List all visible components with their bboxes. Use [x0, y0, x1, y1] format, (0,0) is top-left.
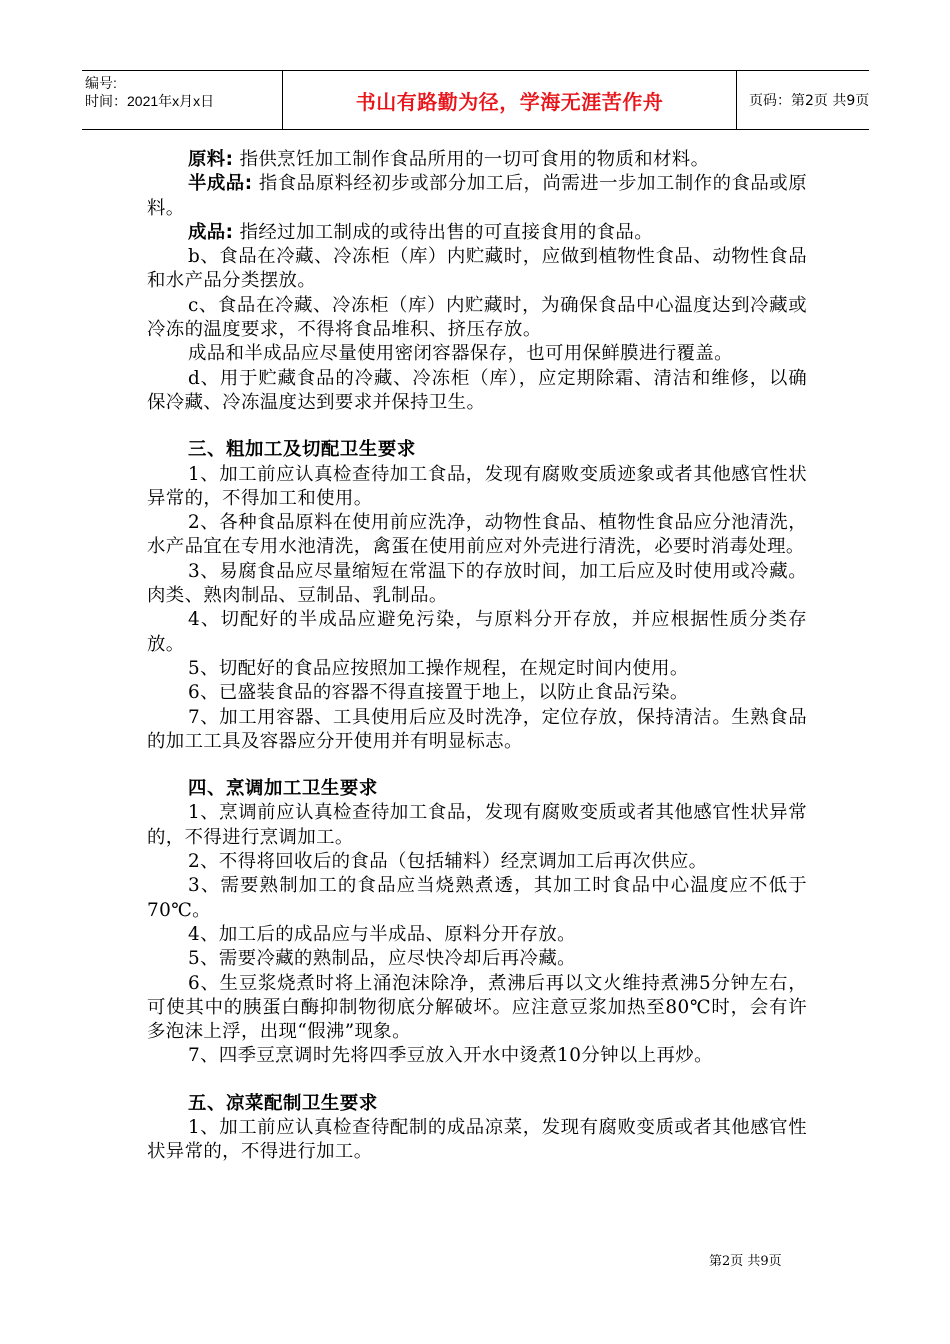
document-number-label: 编号: [85, 75, 117, 91]
document-date-label: 时间：2021年x月x日 [85, 93, 215, 109]
term: 原料: [188, 149, 234, 170]
header-motto: 书山有路勤为径，学海无涯苦作舟 [355, 89, 664, 114]
list-item: 3、易腐食品应尽量缩短在常温下的存放时间，加工后应及时使用或冷藏。肉类、熟肉制品、豆制品、乳制品。 [147, 560, 807, 607]
paragraph: b、食品在冷藏、冷冻柜（库）内贮藏时，应做到植物性食品、动物性食品和水产品分类摆放。 [147, 246, 807, 292]
paragraph: c、食品在冷藏、冷冻柜（库）内贮藏时，为确保食品中心温度达到冷藏或冷冻的温度要求，不得将食品堆积、挤压存放。 [147, 294, 807, 341]
list-item: 1、烹调前应认真检查待加工食品，发现有腐败变质或者其他感官性状异常的，不得进行烹调加工。 [147, 802, 807, 848]
list-item: 6、生豆浆烧煮时将上涌泡沫除净，煮沸后再以文火维持煮沸5分钟左右，可使其中的胰蛋白酶抑制物彻底分解破坏。应注意豆浆加热至80℃时，会有许多泡沫上浮，出现“假沸”现象。 [147, 972, 807, 1043]
page-footer: 第2页 共9页 [709, 1254, 782, 1269]
list-item: 1、加工前应认真检查待加工食品，发现有腐败变质迹象或者其他感官性状异常的，不得加工和使用。 [147, 463, 807, 509]
list-item: 5、需要冷藏的熟制品，应尽快冷却后再冷藏。 [188, 948, 576, 970]
list-item: 4、切配好的半成品应避免污染，与原料分开存放，并应根据性质分类存放。 [147, 609, 807, 655]
definition-finished: 成品: 指经过加工制成的或待出售的可直接食用的食品。 [188, 221, 653, 243]
section-heading: 三、粗加工及切配卫生要求 [188, 439, 416, 461]
definition-semi-finished: 半成品: 指食品原料经初步或部分加工后，尚需进一步加工制作的食品或原料。 [147, 173, 808, 219]
list-item: 3、需要熟制加工的食品应当烧熟煮透，其加工时食品中心温度应不低于70℃。 [147, 875, 807, 921]
section-heading: 四、烹调加工卫生要求 [188, 778, 378, 800]
list-item: 2、各种食品原料在使用前应洗净，动物性食品、植物性食品应分池清洗，水产品宜在专用水池清洗，禽蛋在使用前应对外壳进行清洗，必要时消毒处理。 [147, 512, 807, 558]
paragraph: d、用于贮藏食品的冷藏、冷冻柜（库），应定期除霜、清洁和维修，以确保冷藏、冷冻温度达到要求并保持卫生。 [147, 367, 807, 413]
list-item: 7、四季豆烹调时先将四季豆放入开水中烫煮10分钟以上再炒。 [188, 1045, 713, 1067]
header-motto-cell [282, 71, 737, 129]
list-item: 7、加工用容器、工具使用后应及时洗净，定位存放，保持清洁。生熟食品的加工工具及容器应分开使用并有明显标志。 [147, 706, 807, 752]
term: 成品: [188, 221, 234, 243]
paragraph: 成品和半成品应尽量使用密闭容器保存，也可用保鲜膜进行覆盖。 [188, 343, 733, 365]
list-item: 2、不得将回收后的食品（包括辅料）经烹调加工后再次供应。 [188, 851, 708, 873]
list-item: 4、加工后的成品应与半成品、原料分开存放。 [188, 923, 576, 945]
document-body [147, 148, 807, 1165]
term: 半成品: [188, 173, 253, 195]
list-item: 1、加工前应认真检查待配制的成品凉菜，发现有腐败变质或者其他感官性状异常的，不得进行加工。 [147, 1116, 807, 1163]
page-header [82, 70, 869, 130]
header-page-number: 页码：第2页 共9页 [749, 93, 870, 109]
list-item: 6、已盛装食品的容器不得直接置于地上，以防止食品污染。 [188, 682, 689, 704]
header-meta [82, 71, 282, 129]
definition-raw-material: 原料: 指供烹饪加工制作食品所用的一切可食用的物质和材料。 [188, 149, 710, 170]
section-heading: 五、凉菜配制卫生要求 [188, 1092, 378, 1114]
list-item: 5、切配好的食品应按照加工操作规程，在规定时间内使用。 [188, 657, 689, 679]
